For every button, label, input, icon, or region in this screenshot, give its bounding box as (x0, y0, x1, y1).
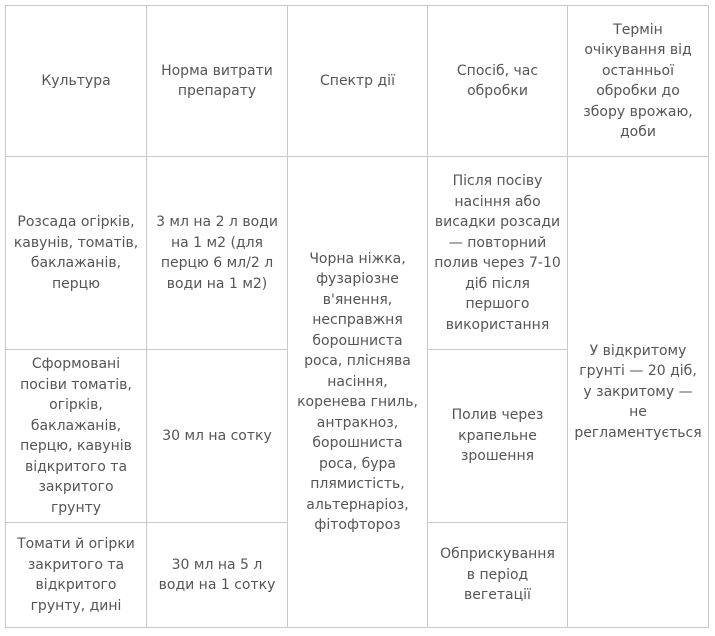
header-norm: Норма витрати препарату (147, 6, 288, 157)
header-waiting-period: Термін очікування від останньої обробки до збору врожаю, доби (568, 6, 709, 157)
cell-culture: Сформовані посіви томатів, огірків, баклажанів, перцю, кавунів відкритого та закритого грунту (6, 350, 147, 523)
cell-waiting-period: У відкритому грунті — 20 діб, у закритому — не регламентується (568, 157, 709, 628)
cell-spectrum: Чорна ніжка, фузаріозне в'янення, несправжня борошниста роса, пліснява насіння, коренева гниль, антракноз, борошниста роса, бура плямистість, альтернаріоз, фітофтороз (288, 157, 428, 628)
header-method: Спосіб, час обробки (428, 6, 568, 157)
cell-norm: 3 мл на 2 л води на 1 м2 (для перцю 6 мл/2 л води на 1 м2) (147, 157, 288, 350)
cell-norm: 30 мл на сотку (147, 350, 288, 523)
header-culture: Культура (6, 6, 147, 157)
header-spectrum: Спектр дії (288, 6, 428, 157)
table-header-row (6, 6, 709, 157)
cell-method: Полив через крапельне зрошення (428, 350, 568, 523)
cell-culture: Томати й огірки закритого та відкритого грунту, дині (6, 523, 147, 628)
cell-norm: 30 мл на 5 л води на 1 сотку (147, 523, 288, 628)
treatment-table-container (5, 5, 709, 628)
treatment-table (5, 5, 709, 628)
cell-method: Обприскування в період вегетації (428, 523, 568, 628)
cell-culture: Розсада огірків, кавунів, томатів, баклажанів, перцю (6, 157, 147, 350)
cell-method: Після посіву насіння або висадки розсади — повторний полив через 7-10 діб після першого використання (428, 157, 568, 350)
table-row (6, 157, 709, 350)
